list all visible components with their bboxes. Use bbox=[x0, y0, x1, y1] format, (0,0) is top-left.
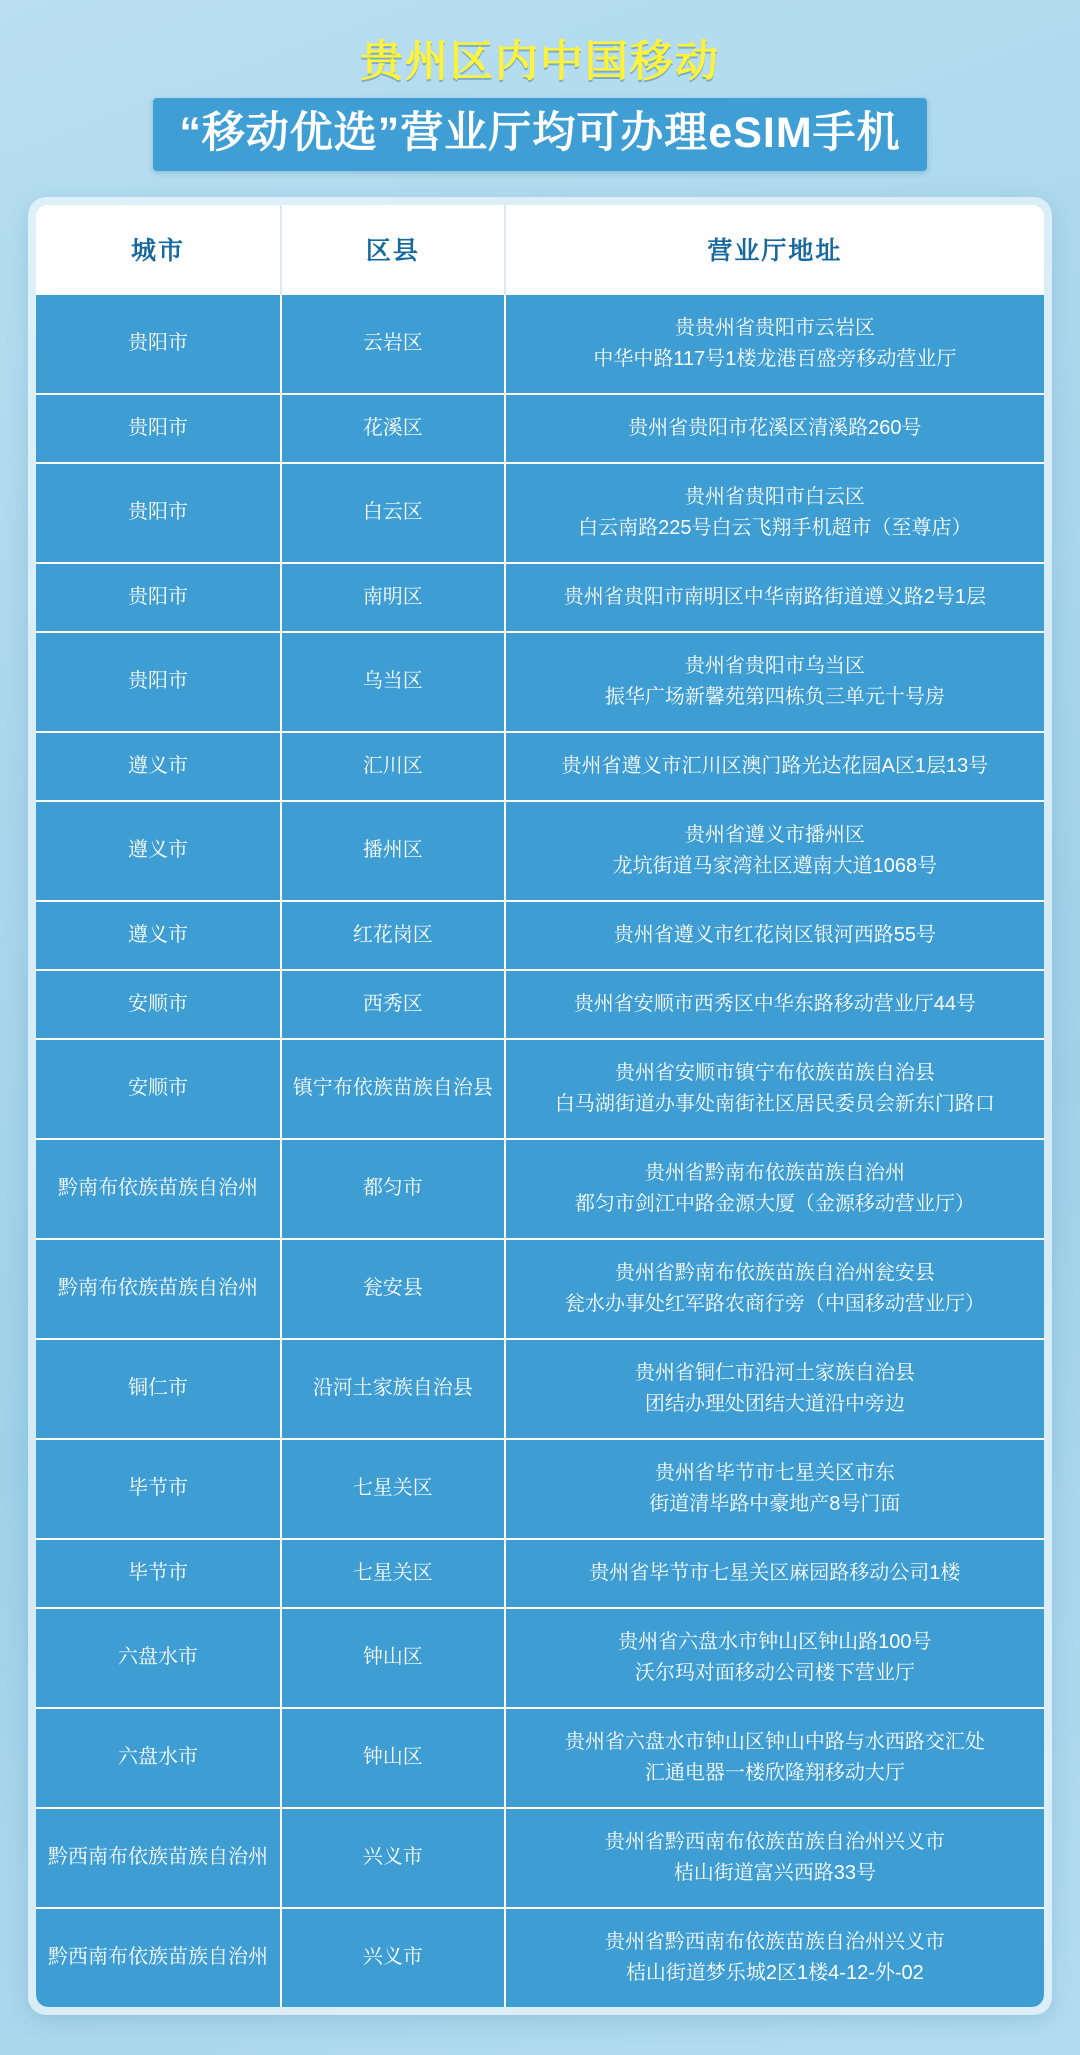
cell-district: 兴义市 bbox=[281, 1808, 505, 1908]
cell-city: 六盘水市 bbox=[36, 1608, 281, 1708]
column-header-city: 城市 bbox=[36, 205, 281, 294]
address-line: 贵州省贵阳市白云区 bbox=[684, 485, 865, 508]
table-body bbox=[36, 294, 1044, 2007]
table-row bbox=[36, 970, 1044, 1039]
poster-title-secondary-wrap bbox=[28, 98, 1052, 171]
cell-district: 七星关区 bbox=[281, 1439, 505, 1539]
poster-header bbox=[28, 36, 1052, 171]
address-line: 白马湖街道办事处南街社区居民委员会新东门路口 bbox=[554, 1092, 995, 1115]
cell-district: 瓮安县 bbox=[281, 1239, 505, 1339]
cell-district: 镇宁布依族苗族自治县 bbox=[281, 1039, 505, 1139]
cell-address bbox=[505, 1608, 1044, 1708]
cell-address bbox=[505, 563, 1044, 632]
cell-city: 毕节市 bbox=[36, 1539, 281, 1608]
cell-district: 云岩区 bbox=[281, 294, 505, 394]
address-line: 贵州省遵义市播州区 bbox=[684, 823, 865, 846]
cell-address bbox=[505, 1908, 1044, 2007]
address-line: 桔山街道梦乐城2区1楼4-12-外-02 bbox=[625, 1961, 924, 1984]
address-line: 贵州省毕节市七星关区麻园路移动公司1楼 bbox=[589, 1561, 961, 1584]
cell-district: 南明区 bbox=[281, 563, 505, 632]
cell-city: 黔南布依族苗族自治州 bbox=[36, 1139, 281, 1239]
cell-address bbox=[505, 1808, 1044, 1908]
cell-district: 红花岗区 bbox=[281, 901, 505, 970]
cell-district: 七星关区 bbox=[281, 1539, 505, 1608]
address-line: 龙坑街道马家湾社区遵南大道1068号 bbox=[612, 854, 938, 877]
table-row bbox=[36, 563, 1044, 632]
address-line: 都匀市剑江中路金源大厦（金源移动营业厅） bbox=[574, 1192, 975, 1215]
table-row bbox=[36, 732, 1044, 801]
column-header-address: 营业厅地址 bbox=[505, 205, 1044, 294]
cell-address bbox=[505, 1339, 1044, 1439]
cell-district: 汇川区 bbox=[281, 732, 505, 801]
table-row bbox=[36, 901, 1044, 970]
cell-district: 钟山区 bbox=[281, 1608, 505, 1708]
cell-address bbox=[505, 1708, 1044, 1808]
address-line: 贵州省贵阳市乌当区 bbox=[684, 654, 865, 677]
cell-city: 毕节市 bbox=[36, 1439, 281, 1539]
table-row bbox=[36, 1139, 1044, 1239]
column-header-district: 区县 bbox=[281, 205, 505, 294]
address-line: 贵州省黔西南布依族苗族自治州兴义市 bbox=[604, 1830, 945, 1853]
cell-city: 黔西南布依族苗族自治州 bbox=[36, 1908, 281, 2007]
cell-address bbox=[505, 1239, 1044, 1339]
cell-city: 黔南布依族苗族自治州 bbox=[36, 1239, 281, 1339]
cell-city: 遵义市 bbox=[36, 901, 281, 970]
table-row bbox=[36, 801, 1044, 901]
cell-address bbox=[505, 970, 1044, 1039]
table-header-row bbox=[36, 205, 1044, 294]
address-line: 振华广场新馨苑第四栋负三单元十号房 bbox=[604, 685, 945, 708]
cell-district: 白云区 bbox=[281, 463, 505, 563]
cell-district: 播州区 bbox=[281, 801, 505, 901]
poster-title-primary: 贵州区内中国移动 bbox=[360, 38, 720, 86]
cell-city: 安顺市 bbox=[36, 970, 281, 1039]
cell-city: 六盘水市 bbox=[36, 1708, 281, 1808]
cell-district: 沿河土家族自治县 bbox=[281, 1339, 505, 1439]
table-row bbox=[36, 1608, 1044, 1708]
cell-address bbox=[505, 1539, 1044, 1608]
table-row bbox=[36, 1039, 1044, 1139]
address-line: 桔山街道富兴西路33号 bbox=[673, 1861, 876, 1884]
address-line: 贵州省安顺市镇宁布依族苗族自治县 bbox=[614, 1061, 935, 1084]
address-line: 团结办理处团结大道沿中旁边 bbox=[644, 1392, 905, 1415]
table-row bbox=[36, 463, 1044, 563]
address-line: 中华中路117号1楼龙港百盛旁移动营业厅 bbox=[593, 347, 957, 370]
table-row bbox=[36, 632, 1044, 732]
cell-city: 贵阳市 bbox=[36, 394, 281, 463]
address-line: 贵州省六盘水市钟山区钟山路100号 bbox=[618, 1630, 932, 1653]
address-line: 贵州省遵义市汇川区澳门路光达花园A区1层13号 bbox=[561, 754, 989, 777]
table-row bbox=[36, 1439, 1044, 1539]
cell-city: 贵阳市 bbox=[36, 294, 281, 394]
cell-address bbox=[505, 463, 1044, 563]
table-header bbox=[36, 205, 1044, 294]
address-line: 贵州省黔西南布依族苗族自治州兴义市 bbox=[604, 1930, 945, 1953]
cell-district: 钟山区 bbox=[281, 1708, 505, 1808]
address-line: 贵州省贵阳市南明区中华南路街道遵义路2号1层 bbox=[563, 585, 986, 608]
cell-address bbox=[505, 901, 1044, 970]
address-line: 贵州省六盘水市钟山区钟山中路与水西路交汇处 bbox=[564, 1730, 985, 1753]
address-line: 贵贵州省贵阳市云岩区 bbox=[674, 316, 875, 339]
cell-district: 都匀市 bbox=[281, 1139, 505, 1239]
address-line: 贵州省黔南布依族苗族自治州瓮安县 bbox=[614, 1261, 935, 1284]
table-row bbox=[36, 1908, 1044, 2007]
address-line: 白云南路225号白云飞翔手机超市（至尊店） bbox=[578, 516, 972, 539]
cell-city: 贵阳市 bbox=[36, 632, 281, 732]
cell-city: 遵义市 bbox=[36, 732, 281, 801]
table-row bbox=[36, 1539, 1044, 1608]
address-line: 贵州省安顺市西秀区中华东路移动营业厅44号 bbox=[573, 992, 976, 1015]
address-line: 沃尔玛对面移动公司楼下营业厅 bbox=[634, 1661, 915, 1684]
cell-address bbox=[505, 1439, 1044, 1539]
cell-district: 乌当区 bbox=[281, 632, 505, 732]
cell-city: 黔西南布依族苗族自治州 bbox=[36, 1808, 281, 1908]
table-row bbox=[36, 1708, 1044, 1808]
table-row bbox=[36, 1239, 1044, 1339]
cell-address bbox=[505, 801, 1044, 901]
cell-district: 花溪区 bbox=[281, 394, 505, 463]
cell-city: 安顺市 bbox=[36, 1039, 281, 1139]
cell-city: 铜仁市 bbox=[36, 1339, 281, 1439]
address-line: 贵州省贵阳市花溪区清溪路260号 bbox=[628, 416, 922, 439]
cell-address bbox=[505, 294, 1044, 394]
cell-city: 贵阳市 bbox=[36, 463, 281, 563]
cell-address bbox=[505, 632, 1044, 732]
address-line: 贵州省遵义市红花岗区银河西路55号 bbox=[613, 923, 936, 946]
table-row bbox=[36, 294, 1044, 394]
cell-city: 贵阳市 bbox=[36, 563, 281, 632]
address-line: 街道清毕路中豪地产8号门面 bbox=[649, 1492, 901, 1515]
address-line: 瓮水办事处红军路农商行旁（中国移动营业厅） bbox=[564, 1292, 985, 1315]
cell-district: 西秀区 bbox=[281, 970, 505, 1039]
cell-city: 遵义市 bbox=[36, 801, 281, 901]
address-line: 贵州省铜仁市沿河土家族自治县 bbox=[634, 1361, 915, 1384]
directory-table-card bbox=[28, 197, 1052, 2015]
table-row bbox=[36, 394, 1044, 463]
cell-address bbox=[505, 732, 1044, 801]
address-line: 汇通电器一楼欣隆翔移动大厅 bbox=[644, 1761, 905, 1784]
table-row bbox=[36, 1808, 1044, 1908]
cell-address bbox=[505, 1139, 1044, 1239]
cell-address bbox=[505, 394, 1044, 463]
table-row bbox=[36, 1339, 1044, 1439]
address-line: 贵州省黔南布依族苗族自治州 bbox=[644, 1161, 905, 1184]
cell-address bbox=[505, 1039, 1044, 1139]
cell-district: 兴义市 bbox=[281, 1908, 505, 2007]
business-hall-directory-table bbox=[36, 205, 1044, 2007]
address-line: 贵州省毕节市七星关区市东 bbox=[654, 1461, 895, 1484]
poster-title-secondary: “移动优选”营业厅均可办理eSIM手机 bbox=[153, 98, 926, 171]
